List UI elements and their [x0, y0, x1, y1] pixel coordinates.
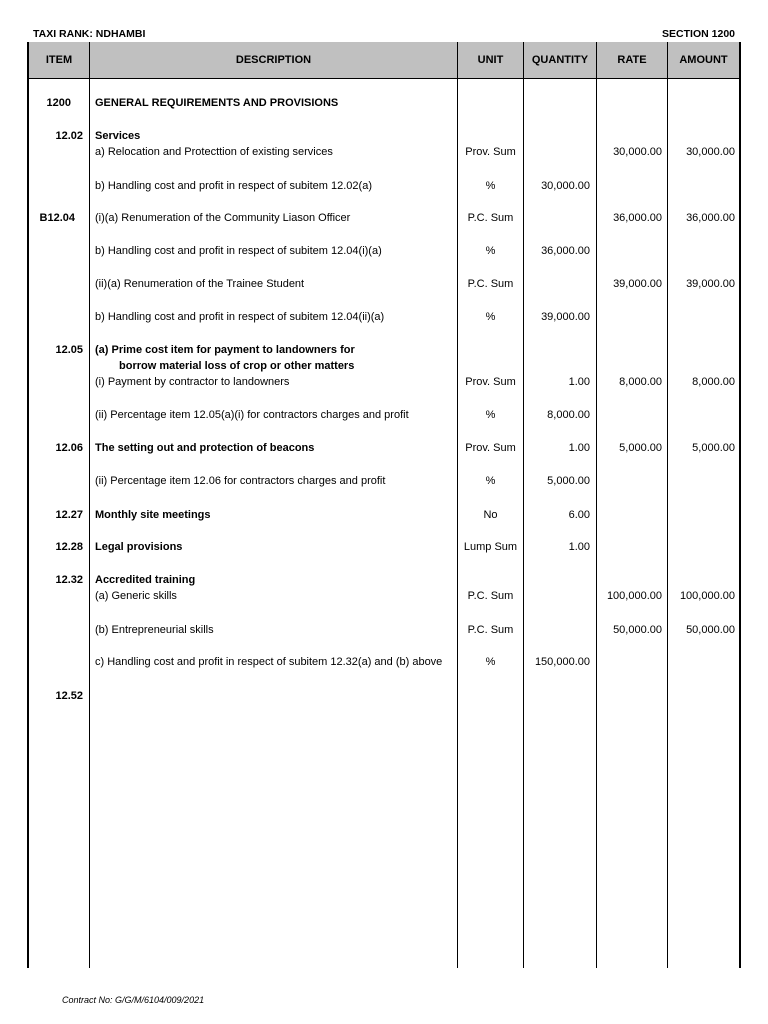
item-heading: Accredited training [95, 574, 196, 586]
item-number: 12.02 [55, 130, 83, 142]
item-unit: Prov. Sum [465, 146, 516, 158]
item-rate: 5,000.00 [619, 442, 662, 454]
item-unit: % [485, 409, 496, 421]
item-number: 12.52 [55, 690, 83, 702]
item-description: (ii) Percentage item 12.05(a)(i) for contractors charges and profit [95, 409, 409, 421]
item-number: 12.06 [55, 442, 83, 454]
item-unit: P.C. Sum [467, 590, 514, 602]
item-quantity: 1.00 [568, 541, 590, 553]
item-number: 12.27 [55, 509, 83, 521]
item-amount: 30,000.00 [686, 146, 735, 158]
item-unit: % [485, 656, 496, 668]
document-header-left: TAXI RANK: NDHAMBI [33, 28, 146, 40]
item-heading: The setting out and protection of beacons [95, 442, 315, 454]
item-amount: 8,000.00 [692, 376, 735, 388]
item-unit: % [485, 245, 496, 257]
item-unit: P.C. Sum [467, 624, 514, 636]
item-heading-continued: borrow material loss of crop or other matters [119, 360, 355, 372]
section-title: GENERAL REQUIREMENTS AND PROVISIONS [95, 97, 339, 109]
item-rate: 30,000.00 [613, 146, 662, 158]
item-quantity: 150,000.00 [534, 656, 590, 668]
item-number: 12.32 [55, 574, 83, 586]
item-description: b) Handling cost and profit in respect of subitem 12.02(a) [95, 180, 372, 192]
item-description: (i)(a) Renumeration of the Community Liason Officer [95, 212, 351, 224]
column-header-quantity: QUANTITY [524, 42, 596, 79]
item-unit: No [483, 509, 498, 521]
item-quantity: 39,000.00 [541, 311, 590, 323]
item-quantity: 6.00 [568, 509, 590, 521]
item-description: b) Handling cost and profit in respect of subitem 12.04(i)(a) [95, 245, 382, 257]
item-description: c) Handling cost and profit in respect of subitem 12.32(a) and (b) above [95, 656, 443, 668]
item-description: a) Relocation and Protecttion of existing services [95, 146, 333, 158]
item-unit: % [485, 311, 496, 323]
item-unit: % [485, 180, 496, 192]
item-number: 12.05 [55, 344, 83, 356]
contract-number: Contract No: G/G/M/6104/009/2021 [62, 995, 205, 1005]
item-amount: 5,000.00 [692, 442, 735, 454]
item-rate: 39,000.00 [613, 278, 662, 290]
item-description: (a) Generic skills [95, 590, 177, 602]
item-quantity: 5,000.00 [547, 475, 590, 487]
item-rate: 50,000.00 [613, 624, 662, 636]
item-rate: 8,000.00 [619, 376, 662, 388]
item-heading: Monthly site meetings [95, 509, 211, 521]
item-unit: Lump Sum [463, 541, 518, 553]
column-header-amount: AMOUNT [668, 42, 739, 79]
item-quantity: 8,000.00 [547, 409, 590, 421]
item-description: (i) Payment by contractor to landowners [95, 376, 290, 388]
column-header-rate: RATE [597, 42, 667, 79]
item-number: B12.04 [39, 212, 75, 224]
item-heading: (a) Prime cost item for payment to landowners for [95, 344, 355, 356]
item-unit: P.C. Sum [467, 278, 514, 290]
item-unit: Prov. Sum [465, 442, 516, 454]
item-unit: % [485, 475, 496, 487]
item-quantity: 1.00 [568, 442, 590, 454]
item-amount: 39,000.00 [686, 278, 735, 290]
item-description: (b) Entrepreneurial skills [95, 624, 214, 636]
column-divider [667, 42, 668, 968]
item-description: (ii) Percentage item 12.06 for contractors charges and profit [95, 475, 386, 487]
item-number: 1200 [46, 97, 71, 109]
column-divider [89, 42, 90, 968]
item-description: (ii)(a) Renumeration of the Trainee Student [95, 278, 305, 290]
item-rate: 100,000.00 [606, 590, 662, 602]
item-unit: Prov. Sum [465, 376, 516, 388]
item-description: b) Handling cost and profit in respect of subitem 12.04(ii)(a) [95, 311, 385, 323]
column-header-description: DESCRIPTION [90, 42, 457, 79]
item-unit: P.C. Sum [467, 212, 514, 224]
item-heading: Legal provisions [95, 541, 183, 553]
item-quantity: 36,000.00 [541, 245, 590, 257]
column-header-unit: UNIT [458, 42, 523, 79]
item-amount: 100,000.00 [679, 590, 735, 602]
document-header-right: SECTION 1200 [662, 28, 735, 40]
column-divider [596, 42, 597, 968]
item-heading: Services [95, 130, 141, 142]
column-header-item: ITEM [29, 42, 89, 79]
item-rate: 36,000.00 [613, 212, 662, 224]
item-number: 12.28 [55, 541, 83, 553]
item-amount: 36,000.00 [686, 212, 735, 224]
item-quantity: 1.00 [568, 376, 590, 388]
item-quantity: 30,000.00 [541, 180, 590, 192]
item-amount: 50,000.00 [686, 624, 735, 636]
